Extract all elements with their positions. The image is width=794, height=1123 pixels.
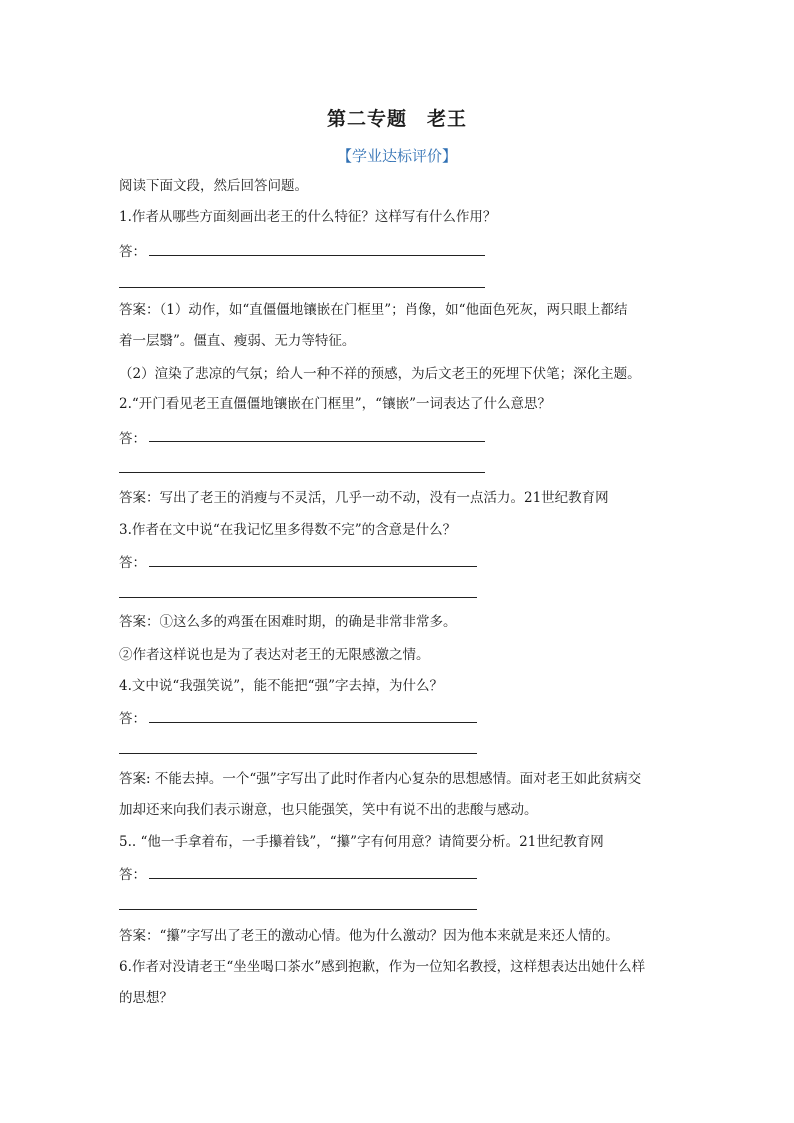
answer-line-5b[interactable]	[119, 909, 477, 910]
answer-1-line-3: （2）渲染了悲凉的气氛；给人一种不祥的预感，为后文老王的死埋下伏笔；深化主题。	[119, 366, 641, 382]
answer-line-2b[interactable]	[119, 472, 485, 473]
answer-3-line-2: ②作者这样说也是为了表达对老王的无限感激之情。	[119, 647, 430, 663]
question-1: 1.作者从哪些方面刻画出老王的什么特征？这样写有什么作用？	[119, 209, 497, 225]
answer-line-1a[interactable]	[149, 255, 485, 256]
answer-prompt-4: 答：	[119, 711, 146, 727]
question-2: 2.“开门看见老王直僵僵地镶嵌在门框里”，“镶嵌”一词表达了什么意思？	[119, 396, 551, 412]
answer-4-line-1: 答案: 不能去掉。一个“强”字写出了此时作者内心复杂的思想感情。面对老王如此贫病交	[119, 771, 642, 787]
answer-5-line-1: 答案：“攥”字写出了老王的激动心情。他为什么激动？因为他本来就是来还人情的。	[119, 928, 619, 944]
answer-prompt-1: 答：	[119, 244, 146, 260]
instructions: 阅读下面文段，然后回答问题。	[119, 178, 308, 194]
question-5: 5.. “他一手拿着布，一手攥着钱”，“攥”字有何用意？请简要分析。21世纪教育网	[119, 834, 604, 850]
answer-1-line-1: 答案：（1）动作，如“直僵僵地镶嵌在门框里”；肖像，如“他面色死灰，两只眼上都结	[119, 302, 628, 318]
page-title: 第二专题 老王	[326, 108, 467, 130]
answer-line-3b[interactable]	[119, 597, 477, 598]
question-4: 4.文中说“我强笑说”，能不能把“强”字去掉，为什么？	[119, 678, 443, 694]
answer-line-1b[interactable]	[119, 287, 485, 288]
answer-prompt-2: 答：	[119, 431, 146, 447]
answer-prompt-5: 答：	[119, 867, 146, 883]
answer-line-5a[interactable]	[149, 878, 477, 879]
answer-prompt-3: 答：	[119, 555, 146, 571]
answer-line-4a[interactable]	[149, 722, 477, 723]
answer-2-line-1: 答案：写出了老王的消瘦与不灵活，几乎一动不动，没有一点活力。21世纪教育网	[119, 490, 609, 506]
question-3: 3.作者在文中说“在我记忆里多得数不完”的含意是什么？	[119, 522, 457, 538]
section-heading: 【学业达标评价】	[336, 147, 457, 165]
answer-1-line-2: 着一层翳”。僵直、瘦弱、无力等特征。	[119, 333, 356, 349]
answer-line-2a[interactable]	[149, 441, 485, 442]
answer-line-4b[interactable]	[119, 753, 477, 754]
question-6: 6.作者对没请老王“坐坐喝口茶水”感到抱歉，作为一位知名教授，这样想表达出她什么样	[119, 959, 646, 975]
question-6-cont: 的思想？	[119, 990, 173, 1006]
answer-4-line-2: 加却还来向我们表示谢意，也只能强笑，笑中有说不出的悲酸与感动。	[119, 802, 538, 818]
answer-line-3a[interactable]	[149, 566, 477, 567]
answer-3-line-1: 答案：①这么多的鸡蛋在困难时期，的确是非常非常多。	[119, 614, 457, 630]
